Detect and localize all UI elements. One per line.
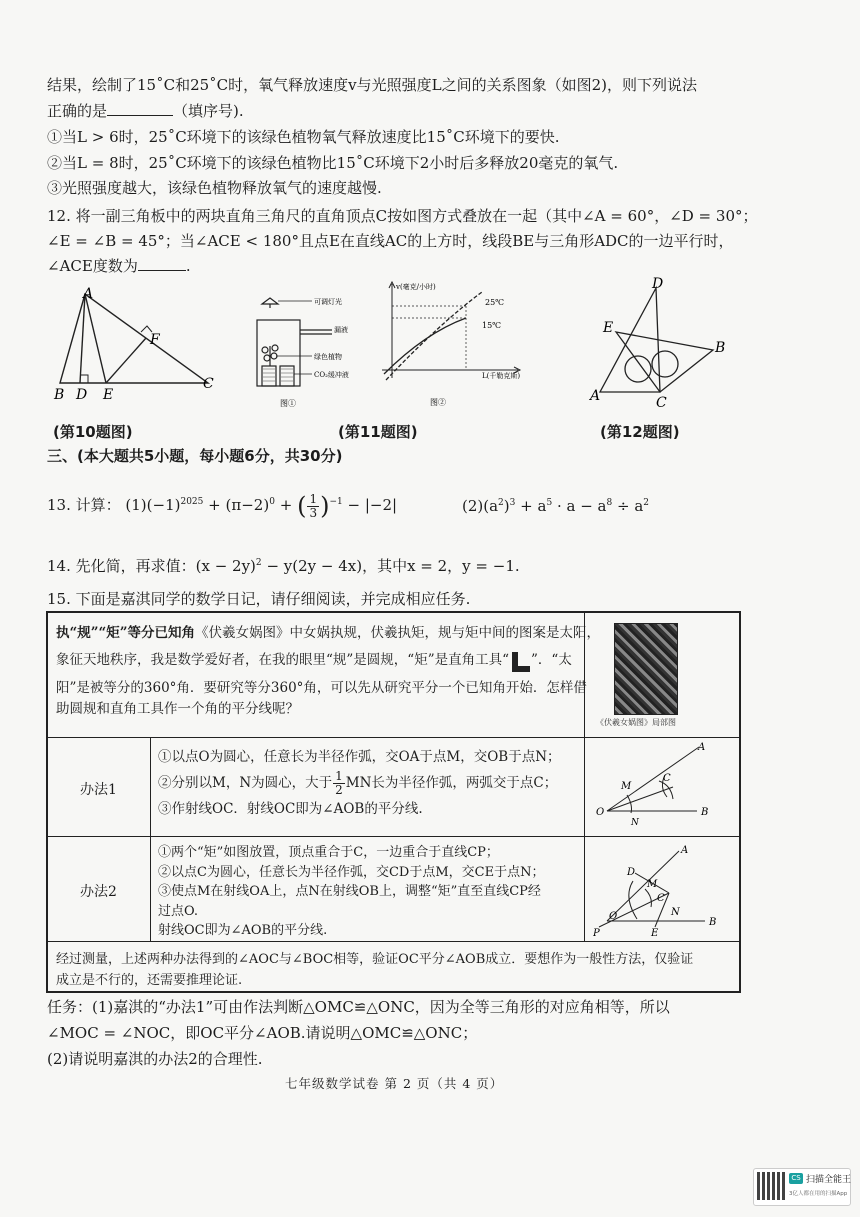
q13-part1: 13. 计算： $(1)(-1)^{2025} + (\pi-2)^0$ + ( $\frac{1}{3}$ )$^{-1}$ − |−2| (47, 491, 398, 520)
col-divider (584, 613, 585, 941)
q13-p2c: + a (520, 497, 547, 515)
m1-label-C: C (663, 773, 671, 784)
q13-fraction (307, 493, 319, 520)
fig10-label-D: D (76, 387, 88, 403)
method-2-step-1: ①两个“矩”如图放置，顶点重合于C，一边重合于直线CP； (158, 845, 499, 860)
method-2-step-2: ②以点C为圆心，任意长为半径作弧，交CD于点M，交CE于点N； (158, 864, 545, 880)
m1-label-A: A (698, 742, 706, 753)
section-3-heading: 三、(本大题共5小题，每小题6分，共30分) (47, 447, 343, 465)
row-divider (48, 836, 739, 837)
fuxi-nuwa-painting-image (614, 623, 678, 715)
q12-line2: ∠E = ∠B = 45°；当∠ACE < 180°且点E在直线AC的上方时，线段BE与三角形ADC的一边平行时， (47, 232, 734, 250)
figure-11-graph (370, 278, 540, 410)
q13-exp-0: 0 (269, 497, 275, 507)
m2-label-M: M (647, 879, 658, 890)
method-2-step-3: ③使点M在射线OA上，点N在射线OB上，调整“矩”直至直线CP经 (158, 884, 541, 899)
fig11-caption: (第11题图) (338, 423, 418, 441)
figure-11-apparatus (250, 294, 370, 410)
method-1-step-1: ①以点O为圆心，任意长为半径作弧，交OA于点M，交OB于点N； (158, 749, 561, 765)
method-2-figure (593, 841, 733, 939)
fig12-caption: (第12题图) (600, 423, 680, 441)
q13-numerator: 1 (309, 491, 318, 506)
diary-intro (56, 623, 601, 720)
q13-denominator: 3 (309, 505, 318, 520)
answer-blank (138, 254, 186, 271)
q13-p2e: ÷ a (617, 497, 644, 515)
q14-text: 14. 先化简，再求值：(x − 2y) (47, 557, 256, 575)
method-2-step-5: 射线OC即为∠AOB的平分线. (158, 923, 328, 938)
fig12-label-A: A (590, 388, 601, 404)
m2-label-N: N (671, 907, 680, 918)
task-1-line2: ∠MOC = ∠NOC，即OC平分∠AOB.请说明△OMC≌△ONC； (47, 1024, 478, 1042)
method-1-steps (158, 747, 578, 820)
q13-part2 (462, 492, 649, 517)
fig10-label-E: E (103, 387, 114, 403)
fig11-series-25: 25℃ (485, 298, 505, 307)
fig11-label-2: 图② (430, 398, 446, 407)
q15-lead: 15. 下面是嘉淇同学的数学日记，请仔细阅读，并完成相应任务. (47, 590, 471, 608)
q12-line3-tail: . (185, 257, 191, 275)
method-1-figure (593, 741, 733, 833)
figure-10 (48, 280, 230, 410)
q11-line2 (47, 99, 244, 122)
fig11-label-1: 图① (280, 399, 296, 408)
fig11-series-15: 15℃ (482, 321, 502, 330)
q13-exp-2025: 2025 (180, 497, 204, 507)
m2-label-E: E (651, 928, 659, 939)
q13-p1b: + (π−2) (208, 496, 270, 514)
diary-line2a: 象征天地秩序，我是数学爱好者，在我的眼里“规”是圆规，“矩”是直角工具“ (56, 652, 510, 668)
diary-line4: 助圆规和直角工具作一个角的平分线呢？ (56, 701, 299, 717)
q11-option-3: ③光照强度越大，该绿色植物释放氧气的速度越慢. (47, 179, 382, 197)
diary-line2b: ”．“太 (531, 652, 572, 668)
method-2-steps (158, 843, 578, 941)
q11-option-1: ①当L > 6时，25˚C环境下的该绿色植物氧气释放速度比15˚C环境下的要快. (47, 128, 560, 146)
method-1-step-2b: MN长为半径作弧，两弧交于点C； (345, 775, 558, 791)
m2-label-O: O (609, 911, 618, 922)
conclusion-line2: 成立是不行的，还需要推理论证. (56, 973, 243, 988)
fig11-ylabel: v(毫克/小时) (396, 283, 436, 291)
q12-line3 (47, 254, 191, 277)
m2-label-D: D (627, 867, 636, 878)
m1-label-N: N (631, 818, 639, 828)
q13-exp2b: 2 (643, 498, 650, 508)
fig10-label-C: C (203, 376, 214, 392)
figure-12 (588, 274, 738, 414)
m1-label-B: B (701, 807, 709, 818)
task-1-line1: 任务：(1)嘉淇的“办法1”可由作法判断△OMC≌△ONC，因为全等三角形的对应角相等，所以 (47, 998, 670, 1016)
q13-exp2: 2 (498, 498, 504, 508)
m1-label-M: M (621, 781, 632, 792)
q14-rest: − y(2y − 4x)，其中x = 2，y = −1. (266, 557, 520, 575)
fig12-label-D: D (652, 276, 664, 292)
method-1-denominator: 2 (335, 783, 343, 797)
square-tool-icon (509, 652, 531, 672)
answer-blank (107, 99, 173, 116)
q11-line2-tail: （填序号). (173, 102, 244, 120)
method-2-label: 办法2 (80, 884, 117, 900)
fig10-label-B: B (54, 387, 65, 403)
fig11-water-label: 漏液 (334, 326, 348, 334)
q11-option-2: ②当L = 8时，25˚C环境下的该绿色植物比15˚C环境下2小时后多释放20毫克的氧气. (47, 154, 619, 172)
row-divider (48, 737, 739, 738)
camscanner-logo: CS (789, 1173, 803, 1184)
badge-title: 扫描全能王 (806, 1175, 852, 1185)
q12-line1: 12. 将一副三角板中的两块直角三角尺的直角顶点C按如图方式叠放在一起（其中∠A = 60°，∠D = 30°； (47, 207, 758, 225)
fig10-label-F: F (150, 332, 160, 348)
fig11-buffer-label: CO₂缓冲液 (314, 371, 349, 379)
q13-exp3: 3 (509, 498, 516, 508)
q13-exp5: 5 (546, 498, 553, 508)
m2-label-P: P (593, 928, 600, 939)
conclusion-line1: 经过测量，上述两种办法得到的∠AOC与∠BOC相等，验证OC平分∠AOB成立．要想作为一般性方法，仅验证 (56, 952, 694, 967)
method-1-step-2a: ②分别以M，N为圆心，大于 (158, 775, 333, 791)
q13-p2d: · a − a (556, 497, 607, 515)
q13-p2a: (2)(a (462, 497, 499, 515)
q11-line2-lead: 正确的是 (47, 102, 108, 120)
col-divider (150, 737, 151, 941)
painting-caption: 《伏羲女娲图》局部图 (596, 718, 676, 727)
conclusion (56, 949, 736, 991)
fig10-label-A: A (83, 286, 94, 302)
method-1-fraction (333, 770, 345, 797)
q14-exp: 2 (255, 558, 262, 568)
fig12-label-C: C (656, 395, 667, 411)
q13-p2b: ) (503, 497, 510, 515)
scanner-watermark (753, 1168, 851, 1206)
m1-label-O: O (596, 807, 605, 818)
q11-line1: 结果，绘制了15˚C和25˚C时，氧气释放速度v与光照强度L之间的关系图象（如图2)，则下列说法 (47, 76, 697, 94)
m2-label-B: B (709, 917, 717, 928)
qr-code-icon (757, 1172, 785, 1200)
method-1-numerator: 1 (335, 769, 343, 783)
diary-table (46, 611, 741, 993)
q13-p1c: + (279, 496, 293, 514)
m2-label-C: C (657, 893, 665, 904)
page-footer: 七年级数学试卷 第 2 页（共 4 页） (285, 1076, 504, 1091)
fig10-caption: (第10题图) (53, 423, 133, 441)
fig11-lamp-label: 可调灯光 (314, 298, 342, 306)
row-divider (48, 941, 739, 942)
badge-subtitle: 3亿人都在用的扫描App (789, 1191, 848, 1197)
method-2-step-4: 过点O. (158, 903, 199, 919)
q13-exp-neg1: −1 (329, 497, 343, 507)
fig12-label-B: B (715, 340, 726, 356)
q12-line3-lead: ∠ACE度数为 (47, 257, 138, 275)
method-1-step-3: ③作射线OC．射线OC即为∠AOB的平分线. (158, 801, 423, 817)
q13-lead: 13. 计算： (47, 496, 121, 514)
diary-title: 执“规”“矩”等分已知角 (56, 625, 196, 641)
method-1-label: 办法1 (80, 782, 117, 798)
diary-line3: 阳”是被等分的360°角．要研究等分360°角，可以先从研究平分一个已知角开始．怎样借 (56, 680, 587, 696)
q14 (47, 552, 520, 577)
m2-label-A: A (681, 845, 689, 856)
q13-p1a: (1)(−1) (125, 496, 181, 514)
fig11-plant-label: 绿色植物 (314, 353, 342, 361)
fig11-xlabel: L(千勒克斯) (482, 372, 521, 380)
fig12-label-E: E (603, 320, 614, 336)
q13-exp8: 8 (606, 498, 613, 508)
task-2: (2)请说明嘉淇的办法2的合理性. (47, 1050, 263, 1068)
q13-p1d: − |−2| (347, 496, 398, 514)
diary-line1: 《伏羲女娲图》中女娲执规，伏羲执矩，规与矩中间的图案是太阳， (195, 625, 601, 641)
